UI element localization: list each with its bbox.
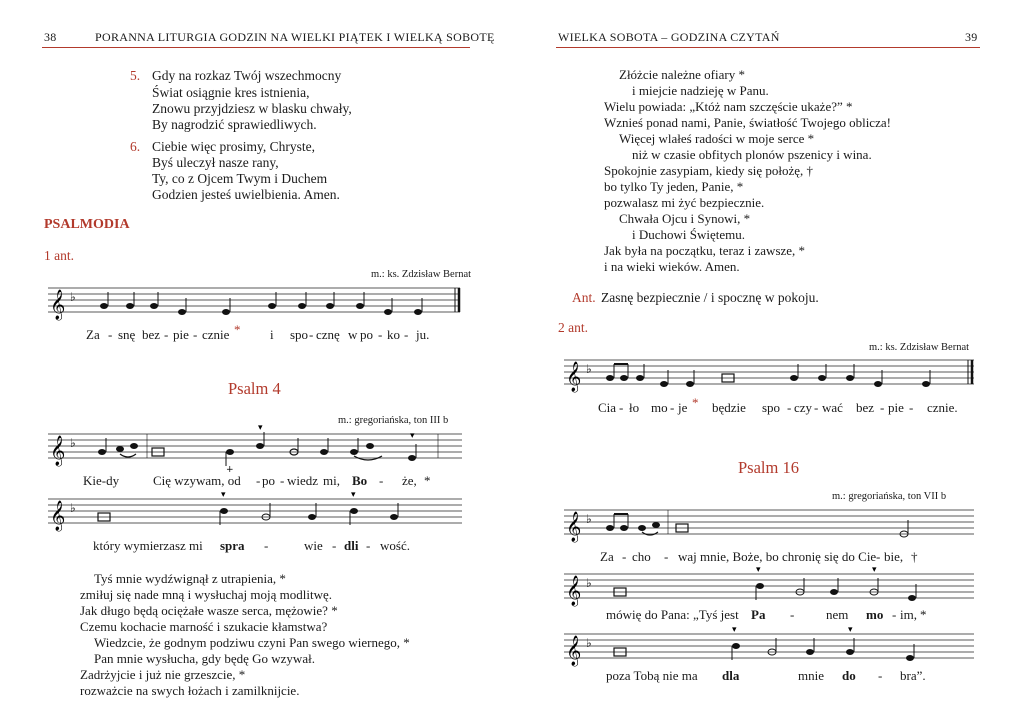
stanza-5-line: Gdy na rozkaz Twój wszechmocny [152,68,342,83]
lyric-syllable: w [348,327,358,342]
antiphon2-credit: m.: ks. Zdzisław Bernat [869,342,970,353]
psalm-title: Psalm 16 [738,458,799,477]
lyric-syllable: ko [387,327,400,342]
stanza-5-line: Znowu przyjdziesz w blasku chwały, [152,101,352,116]
svg-text:▾: ▾ [410,431,415,441]
flat-icon: ♭ [586,362,592,376]
svg-text:▾: ▾ [848,625,853,635]
psalm-text-line: Czemu kochacie marność i szukacie kłamstwa? [80,619,328,634]
stanza-5-line: By nagrodzić sprawiedliwych. [152,117,317,132]
section-title: PSALMODIA [44,217,130,232]
lyric-syllable: - [790,607,795,622]
flat-icon: ♭ [70,436,76,450]
lyric-syllable: cznę [316,327,340,342]
flat-icon: ♭ [586,512,592,526]
lyric-syllable: - [876,549,881,564]
lyric-syllable: - [280,473,285,488]
psalm-text-line: rozważcie na swych łożach i zamilknijcie. [80,683,300,698]
lyric-syllable: - [366,538,371,553]
psalm-text-line: Złóżcie należne ofiary * [619,67,745,82]
lyric-syllable: - [256,473,261,488]
running-header-left: PORANNA LITURGIA GODZIN NA WIELKI PIĄTEK I WIELKĄ SOBOTĘ [95,30,495,44]
lyric-syllable: dla [722,668,740,683]
lyric-syllable: - [164,327,169,342]
lyric-syllable: - [264,538,269,553]
header-rule-left [42,47,470,48]
lyric-syllable: dli [344,538,359,553]
lyric-syllable: - [892,607,897,622]
lyric-syllable: bez [856,400,875,415]
lyric-syllable: - [619,400,624,415]
lyric-syllable: że, [402,473,417,488]
music-staff [564,625,976,670]
svg-text:▾: ▾ [258,423,263,433]
psalm-title: Psalm 4 [228,379,281,398]
lyric-syllable: - [670,400,675,415]
psalm-text-line: Pan mnie wysłucha, gdy będę Go wzywał. [94,651,315,666]
stanza-6-line: Ty, co z Ojcem Twym i Duchem [152,171,328,186]
flat-icon: ♭ [70,290,76,304]
treble-clef-icon: 𝄞 [566,576,582,606]
lyric-syllable: - [378,327,383,342]
plus-icon: + [226,465,234,475]
running-header-right: WIELKA SOBOTA – GODZINA CZYTAŃ [558,30,780,44]
lyric-syllable: do [842,668,856,683]
lyric-syllable: - [332,538,337,553]
lyric-syllable: Za [600,549,614,564]
lyric-syllable: wość. [380,538,410,553]
header-rule-right [556,47,980,48]
treble-clef-icon: 𝄞 [50,436,66,466]
lyric-syllable: im, [900,607,917,622]
stanza-6-line: Byś uleczył nasze rany, [152,155,279,170]
psalm-text-line: Chwała Ojcu i Synowi, * [619,211,751,226]
lyric-syllable: mówię do Pana: „Tyś jest [606,607,739,622]
lyric-syllable: - [880,400,885,415]
lyric-syllable: waj mnie, Boże, bo chronię się do Cie [678,549,877,564]
lyric-syllable: Cia [598,400,617,415]
flat-icon: ♭ [70,501,76,515]
svg-text:▾: ▾ [732,625,737,635]
treble-clef-icon: 𝄞 [566,512,582,542]
stanza-5-line: Świat osiągnie kres istnienia, [152,85,310,100]
asterisk-mark: * [234,322,241,337]
lyric-syllable: * [920,607,927,622]
psalm-text-line: Wiedzcie, że godnym podziwu czyni Pan swego wiernego, * [94,635,410,650]
lyric-syllable: mo [866,607,884,622]
psalm-text-line: Tyś mnie wydźwignął z utrapienia, * [94,571,286,586]
lyric-syllable: pie [888,400,904,415]
lyric-syllable: mnie [798,668,824,683]
lyric-syllable: - [878,668,883,683]
lyric-syllable: Za [86,327,100,342]
lyric-syllable: bra”. [900,668,926,683]
stanza-6-line: Godzien jesteś uwielbienia. Amen. [152,187,340,202]
lyric-syllable: bez [142,327,161,342]
lyric-syllable: spra [220,538,245,553]
psalm-text-line: pozwalasz mi żyć bezpiecznie. [604,195,765,210]
treble-clef-icon: 𝄞 [566,636,582,666]
lyric-syllable: który wymierzasz mi [93,538,203,553]
notes [100,292,422,315]
psalm-text-line: i Duchowi Świętemu. [632,227,746,242]
lyric-syllable: - [404,327,409,342]
lyric-syllable: i [270,327,274,342]
page-number-right: 39 [965,30,978,44]
lyric-syllable: nem [826,607,849,622]
treble-clef-icon: 𝄞 [50,501,66,531]
music-staff [564,565,976,610]
svg-text:▾: ▾ [872,565,877,575]
lyric-syllable: Cię wzywam, od [153,473,241,488]
psalm-text-line: bo tylko Ty jeden, Panie, * [604,179,744,194]
lyric-syllable: - [379,473,384,488]
psalm-text-line: niż w czasie obfitych plonów pszenicy i wina. [632,147,872,162]
svg-text:▾: ▾ [756,565,761,575]
lyric-syllable: - [193,327,198,342]
stanza-5-number: 5. [130,68,141,83]
lyric-syllable: ło [629,400,640,415]
lyric-syllable: bie, [884,549,904,564]
ant-label: Ant. [572,290,596,305]
music-staff [48,490,463,535]
lyric-syllable: poza Tobą nie ma [606,668,698,683]
music-staff [48,423,463,475]
lyric-syllable: - [664,549,669,564]
psalm-text-line: Jak długo będą ociężałe wasze serca, mężowie? * [80,603,338,618]
lyric-syllable: spo [762,400,781,415]
stanza-6-line: Ciebie więc prosimy, Chryste, [152,139,315,154]
lyric-syllable: † [911,549,918,564]
asterisk-mark: * [692,395,699,410]
lyric-syllable: - [108,327,113,342]
lyric-syllable: - [309,327,314,342]
staff-lines [48,288,460,312]
lyric-syllable: - [622,549,627,564]
lyric-syllable: - [787,400,792,415]
lyric-syllable: snę [118,327,136,342]
psalm-text-line: Zadrżyjcie i już nie grzeszcie, * [80,667,246,682]
lyric-syllable: pie [173,327,189,342]
lyric-syllable: ju. [416,327,430,342]
flat-icon: ♭ [586,636,592,650]
lyric-syllable: po [360,327,373,342]
lyric-syllable: cznie [202,327,230,342]
lyric-syllable: będzie [712,400,746,415]
music-staff [564,506,976,546]
lyric-syllable: wiedz [287,473,319,488]
lyric-syllable: czy [794,400,813,415]
lyric-syllable: - [814,400,819,415]
lyric-syllable: mo [651,400,668,415]
psalm-text-line: Wznieś ponad nami, Panie, światłość Twojego oblicza! [604,115,891,130]
lyric-syllable: po [262,473,275,488]
lyric-syllable: cznie. [927,400,958,415]
svg-text:▾: ▾ [221,490,226,500]
psalm-credit: m.: gregoriańska, ton III b [338,415,449,426]
lyric-syllable: wać [822,400,843,415]
lyric-syllable: * [424,473,431,488]
psalm-text-line: Wielu powiada: „Któż nam szczęście ukaże?” * [604,99,853,114]
psalm-credit: m.: gregoriańska, ton VII b [832,491,947,502]
lyric-syllable: Kie-dy [83,473,120,488]
flat-icon: ♭ [586,576,592,590]
ant-text: Zasnę bezpiecznie / i spocznę w pokoju. [601,290,819,305]
stanza-6-number: 6. [130,139,141,154]
antiphon-credit: m.: ks. Zdzisław Bernat [371,269,472,280]
music-staff [564,356,976,396]
lyric-syllable: spo [290,327,309,342]
psalm-text-line: zmiłuj się nade mną i wysłuchaj moją modlitwę. [80,587,333,602]
psalm-text-line: i miejcie nadzieję w Panu. [632,83,769,98]
psalm-text-line: Spokojnie zasypiam, kiedy się położę, † [604,163,814,178]
psalm-text-line: Jak była na początku, teraz i zawsze, * [604,243,806,258]
psalm-text-line: Więcej wlałeś radości w moje serce * [619,131,815,146]
svg-text:▾: ▾ [351,490,356,500]
antiphon-label: 1 ant. [44,248,74,263]
lyric-syllable: je [678,400,688,415]
lyric-syllable: - [909,400,914,415]
lyric-syllable: cho [632,549,651,564]
antiphon2-label: 2 ant. [558,320,588,335]
treble-clef-icon: 𝄞 [566,362,582,392]
lyric-syllable: mi, [323,473,340,488]
page-number-left: 38 [44,30,57,44]
lyric-syllable: wie [304,538,323,553]
treble-clef-icon: 𝄞 [50,290,66,320]
lyric-syllable: Bo [352,473,368,488]
music-staff [48,284,463,324]
psalm-text-line: i na wieki wieków. Amen. [604,259,740,274]
lyric-syllable: Pa [751,607,766,622]
